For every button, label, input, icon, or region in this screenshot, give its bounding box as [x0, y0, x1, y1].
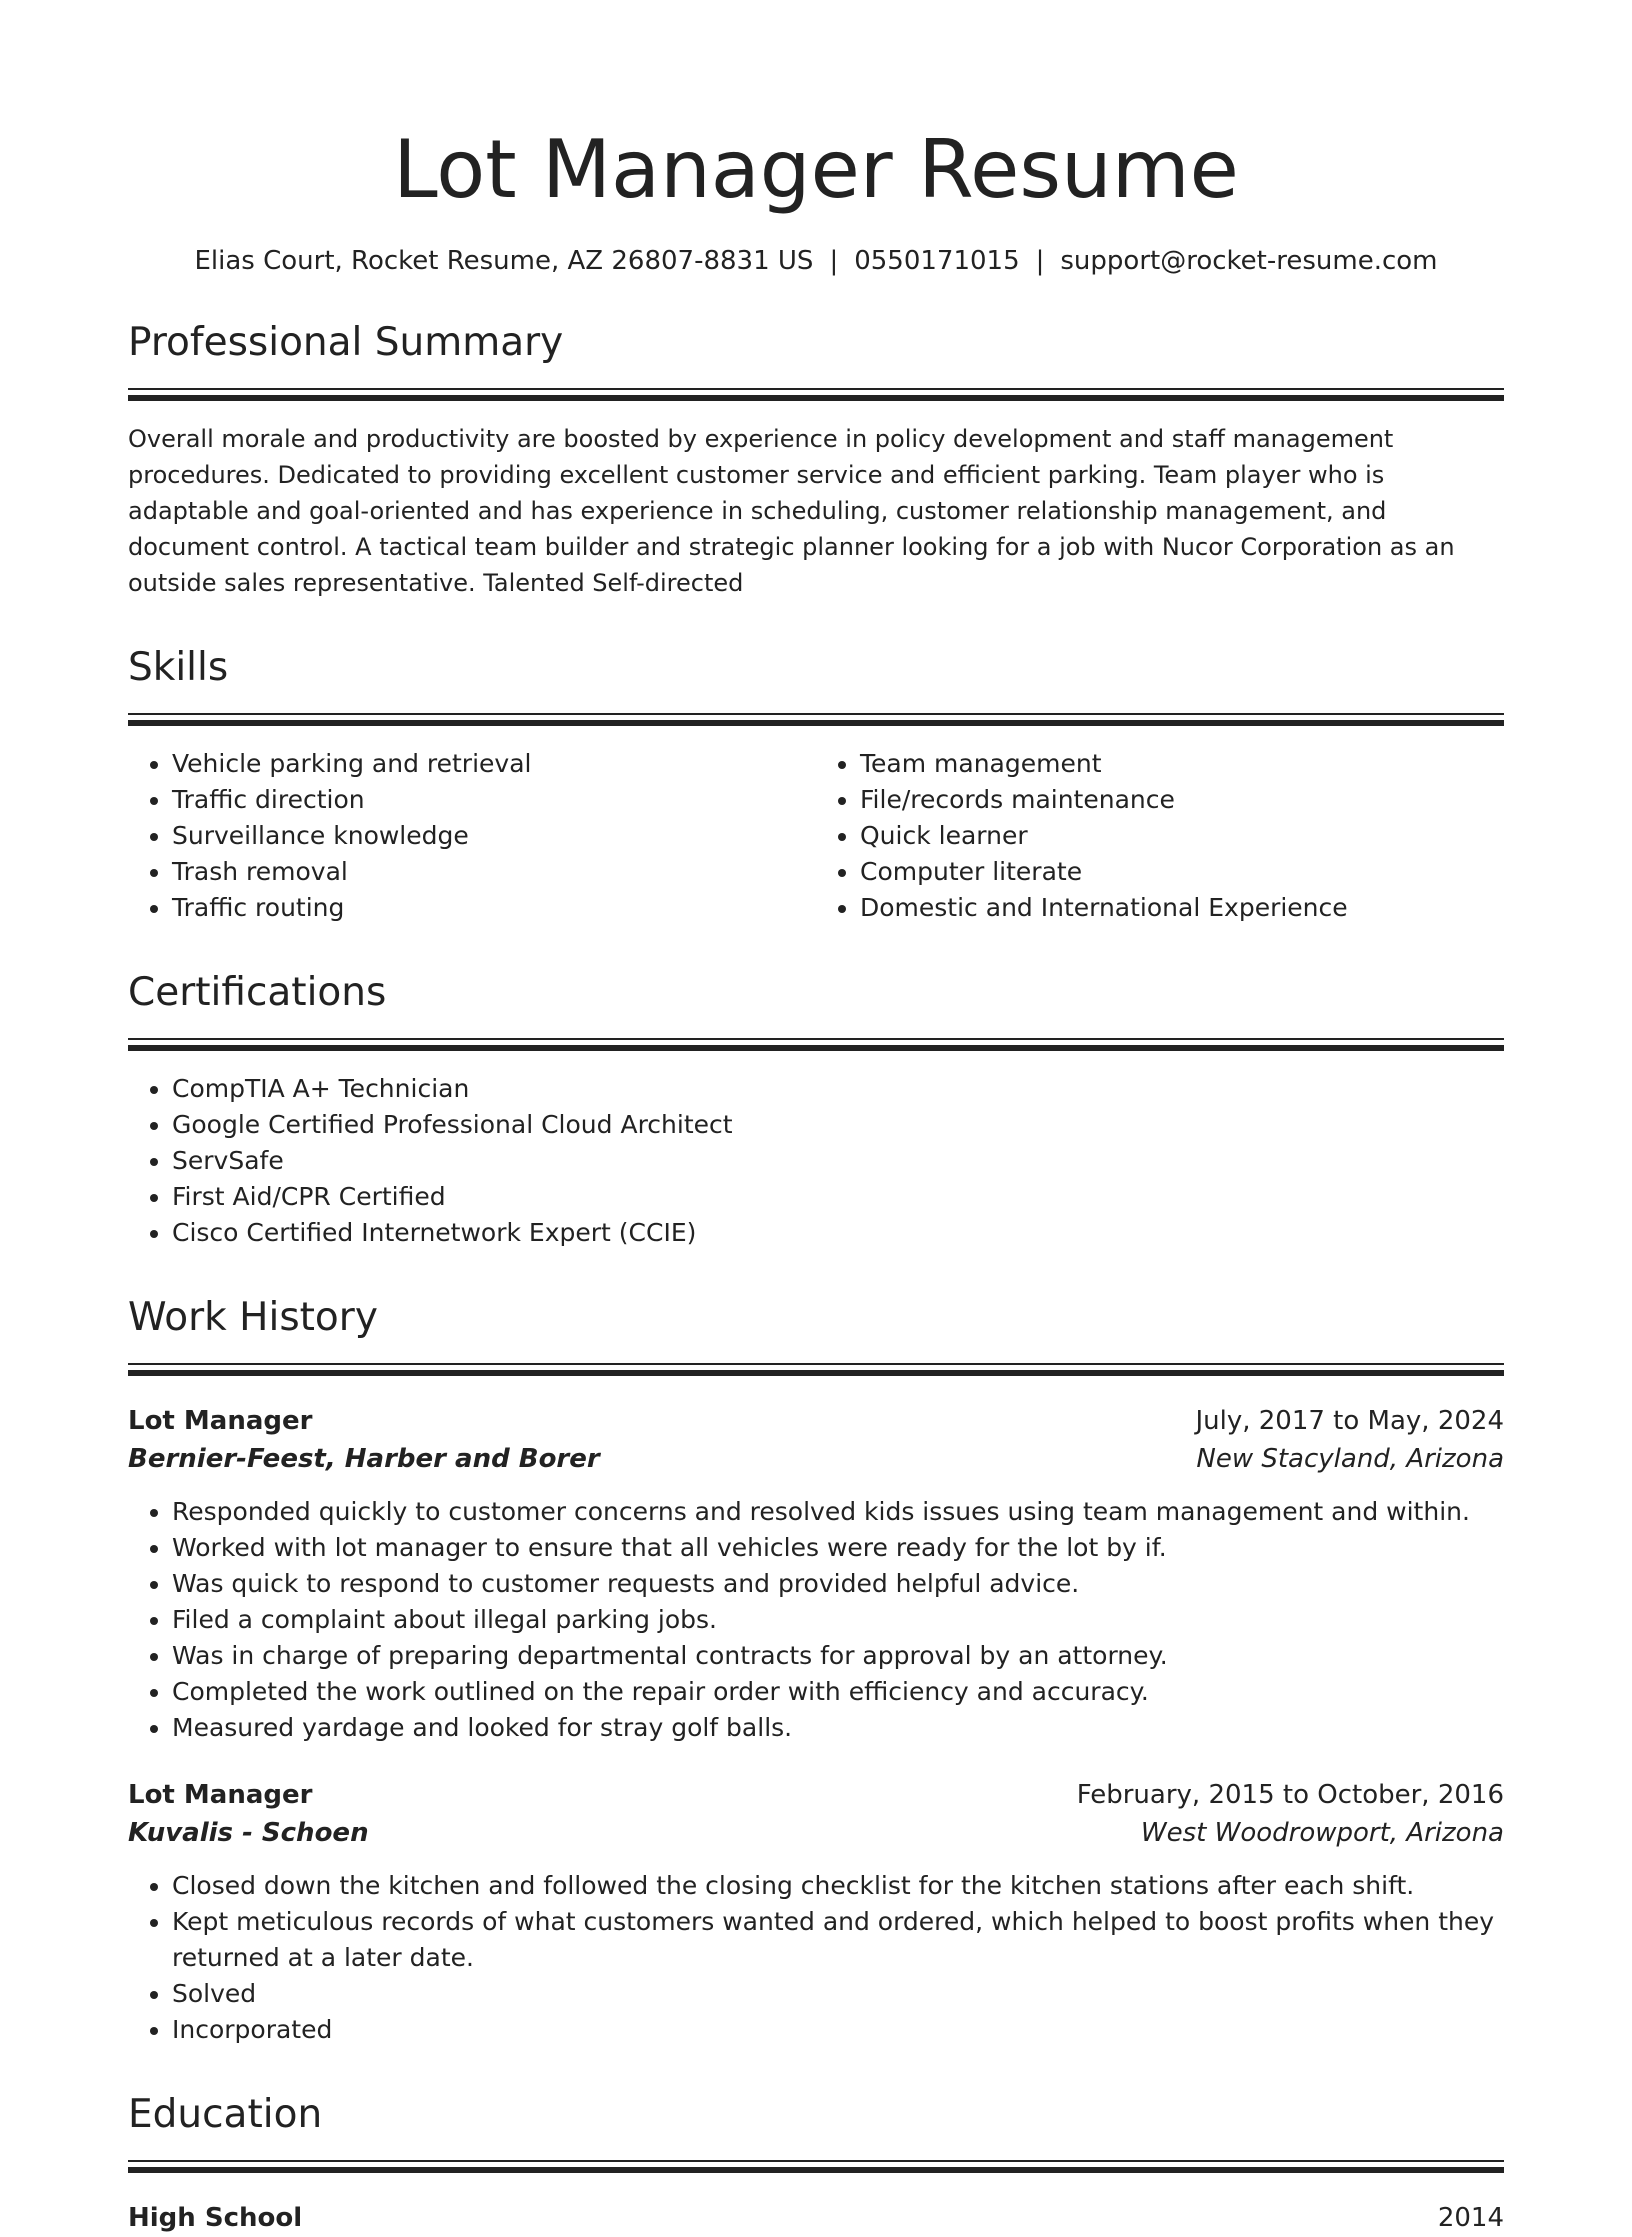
- section-title: Work History: [128, 1295, 378, 1340]
- job-header: [128, 1402, 1504, 1440]
- job-company: Bernier-Feest, Harber and Borer: [128, 1444, 600, 1474]
- job-entry: [128, 1776, 1504, 2048]
- contact-phone: 0550171015: [854, 246, 1020, 276]
- job-title: Lot Manager: [128, 1406, 313, 1436]
- job-bullet: • Was quick to respond to customer requests and provided helpful advice.: [172, 1566, 1504, 1602]
- skills-list-left: [128, 746, 816, 926]
- section-title: Skills: [128, 645, 229, 690]
- skill-item: • Traffic direction: [172, 782, 816, 818]
- certification-item: • First Aid/CPR Certified: [172, 1179, 1504, 1215]
- contact-line: [128, 246, 1504, 276]
- skill-item: • Computer literate: [860, 854, 1504, 890]
- education-degree: High School: [128, 2203, 303, 2233]
- certification-item: • Google Certified Professional Cloud Architect: [172, 1107, 1504, 1143]
- section-rule: [128, 1363, 1504, 1376]
- certifications-section: [128, 968, 1504, 1251]
- job-dates: July, 2017 to May, 2024: [1195, 1406, 1504, 1436]
- certification-item: • ServSafe: [172, 1143, 1504, 1179]
- job-bullets: [128, 1868, 1504, 2048]
- section-rule: [128, 2160, 1504, 2173]
- certification-item: • CompTIA A+ Technician: [172, 1071, 1504, 1107]
- job-bullet: • Measured yardage and looked for stray golf balls.: [172, 1710, 1504, 1746]
- section-rule: [128, 388, 1504, 401]
- skills-columns: [128, 726, 1504, 926]
- job-title: Lot Manager: [128, 1780, 313, 1810]
- job-bullet: • Was in charge of preparing departmental contracts for approval by an attorney.: [172, 1638, 1504, 1674]
- skill-item: • Traffic routing: [172, 890, 816, 926]
- section-title: Certifications: [128, 970, 387, 1015]
- contact-separator: |: [1035, 246, 1045, 276]
- job-bullet: • Filed a complaint about illegal parking jobs.: [172, 1602, 1504, 1638]
- job-subheader: [128, 1440, 1504, 1478]
- certifications-list: [128, 1071, 1504, 1251]
- job-bullet: • Responded quickly to customer concerns and resolved kids issues using team management and within.: [172, 1494, 1504, 1530]
- skill-item: • Quick learner: [860, 818, 1504, 854]
- skills-section: [128, 643, 1504, 926]
- resume-name: Lot Manager Resume: [393, 123, 1239, 216]
- skills-list-right: [816, 746, 1504, 926]
- job-location: West Woodrowport, Arizona: [1140, 1818, 1504, 1848]
- job-location: New Stacyland, Arizona: [1196, 1444, 1504, 1474]
- contact-email: support@rocket-resume.com: [1060, 246, 1438, 276]
- education-year: 2014: [1437, 2203, 1504, 2233]
- skill-item: • File/records maintenance: [860, 782, 1504, 818]
- skill-item: • Team management: [860, 746, 1504, 782]
- contact-address: Elias Court, Rocket Resume, AZ 26807-8831 US: [194, 246, 814, 276]
- job-bullet: • Solved: [172, 1976, 1504, 2012]
- section-rule: [128, 1038, 1504, 1051]
- job-header: [128, 1776, 1504, 1814]
- job-dates: February, 2015 to October, 2016: [1076, 1780, 1504, 1810]
- education-section: [128, 2090, 1504, 2237]
- skill-item: • Trash removal: [172, 854, 816, 890]
- job-entry: [128, 1402, 1504, 1746]
- job-subheader: [128, 1814, 1504, 1852]
- contact-separator: |: [829, 246, 839, 276]
- skill-item: • Surveillance knowledge: [172, 818, 816, 854]
- summary-text: Overall morale and productivity are boosted by experience in policy development and staff management procedures. Dedicated to providing excellent customer service and efficient parking. Team player who is adaptable and goal-oriented and has experience in scheduling, customer relationship management, and document control. A tactical team builder and strategic planner looking for a job with Nucor Corporation as an outside sales representative. Talented Self-directed: [128, 425, 1455, 597]
- section-title: Professional Summary: [128, 320, 564, 365]
- skill-item: • Vehicle parking and retrieval: [172, 746, 816, 782]
- education-entry: [128, 2199, 1504, 2237]
- job-bullet: • Kept meticulous records of what customers wanted and ordered, which helped to boost profits when they returned at a later date.: [172, 1904, 1504, 1976]
- job-bullets: [128, 1494, 1504, 1746]
- job-bullet: • Incorporated: [172, 2012, 1504, 2048]
- work-history-section: [128, 1293, 1504, 2048]
- job-company: Kuvalis - Schoen: [128, 1818, 369, 1848]
- section-title: Education: [128, 2092, 323, 2137]
- job-bullet: • Completed the work outlined on the repair order with efficiency and accuracy.: [172, 1674, 1504, 1710]
- job-bullet: • Closed down the kitchen and followed the closing checklist for the kitchen stations after each shift.: [172, 1868, 1504, 1904]
- summary-section: [128, 318, 1504, 601]
- certification-item: • Cisco Certified Internetwork Expert (CCIE): [172, 1215, 1504, 1251]
- job-bullet: • Worked with lot manager to ensure that all vehicles were ready for the lot by if.: [172, 1530, 1504, 1566]
- section-rule: [128, 713, 1504, 726]
- skill-item: • Domestic and International Experience: [860, 890, 1504, 926]
